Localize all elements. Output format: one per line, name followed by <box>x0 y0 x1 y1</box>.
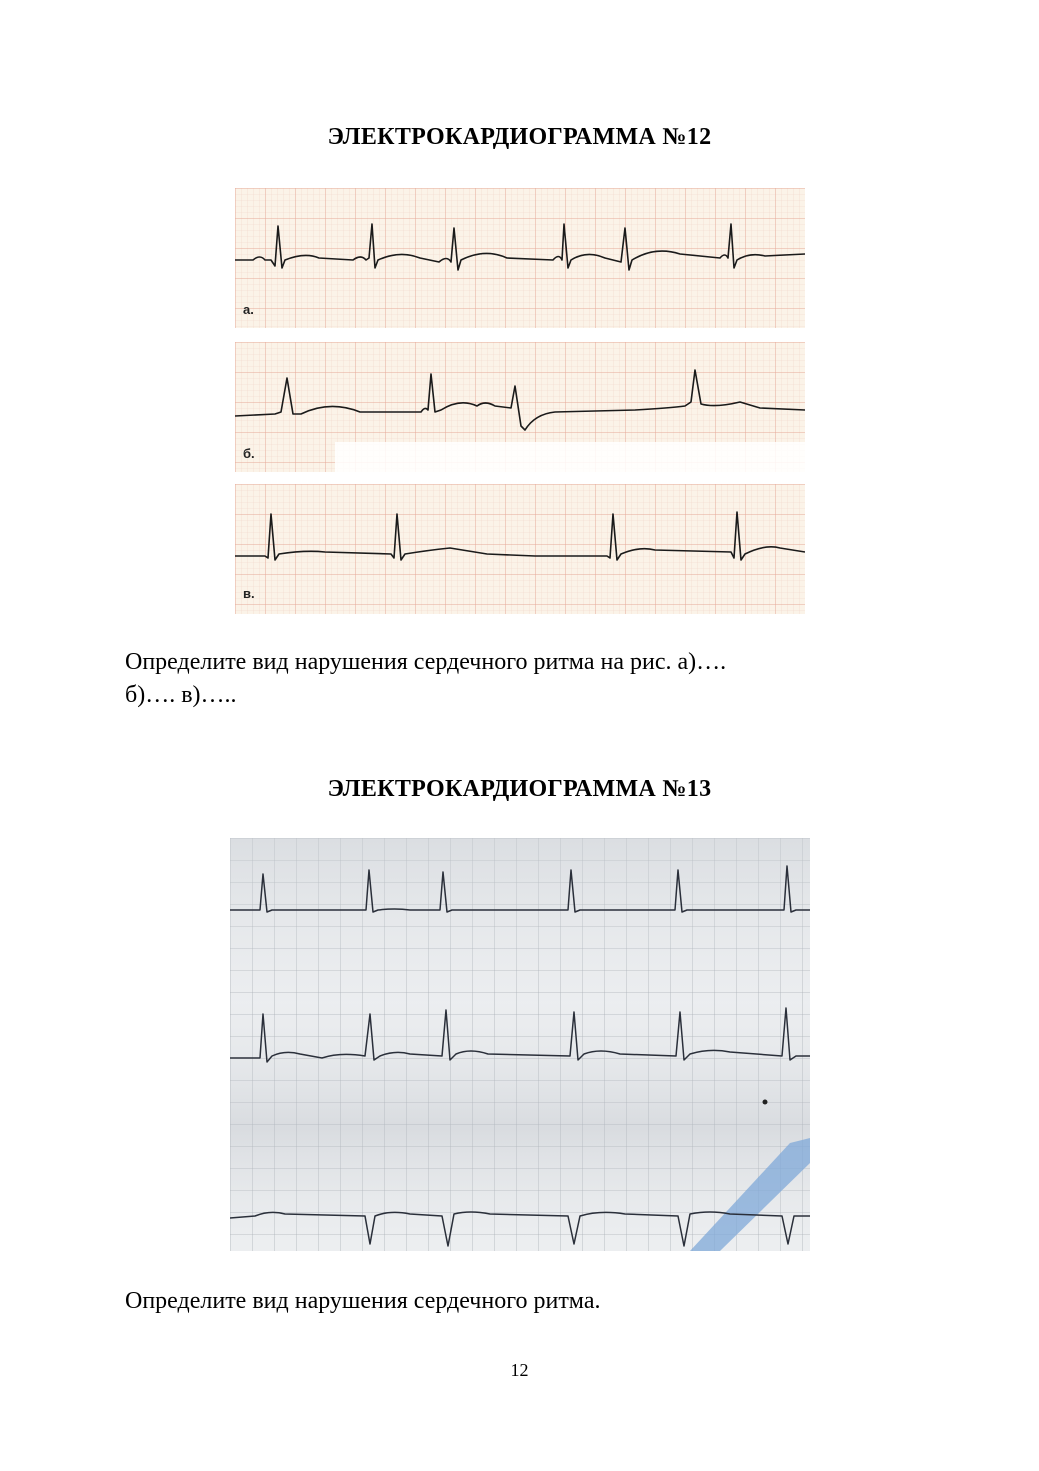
ecg12-strip-b <box>235 342 805 472</box>
ecg13-title: ЭЛЕКТРОКАРДИОГРАММА №13 <box>327 776 712 802</box>
page-number: 12 <box>510 1360 529 1380</box>
ecg12-strip-c <box>235 484 805 614</box>
ecg13-question: Определите вид нарушения сердечного ритма. <box>125 1288 601 1314</box>
ecg12-title: ЭЛЕКТРОКАРДИОГРАММА №12 <box>327 124 712 150</box>
ecg12-strip-a-label: а. <box>243 302 254 317</box>
ecg12-strip-c-label: в. <box>243 586 255 601</box>
ecg12-question-line1: Определите вид нарушения сердечного ритма на рис. а)…. <box>125 649 727 675</box>
ecg12-strip-a <box>235 188 805 328</box>
ecg12-question <box>125 646 885 712</box>
ecg13-figure <box>230 838 810 1251</box>
ecg12-question-line2: б)…. в)….. <box>125 682 237 708</box>
ecg12-strip-b-label: б. <box>243 446 255 461</box>
